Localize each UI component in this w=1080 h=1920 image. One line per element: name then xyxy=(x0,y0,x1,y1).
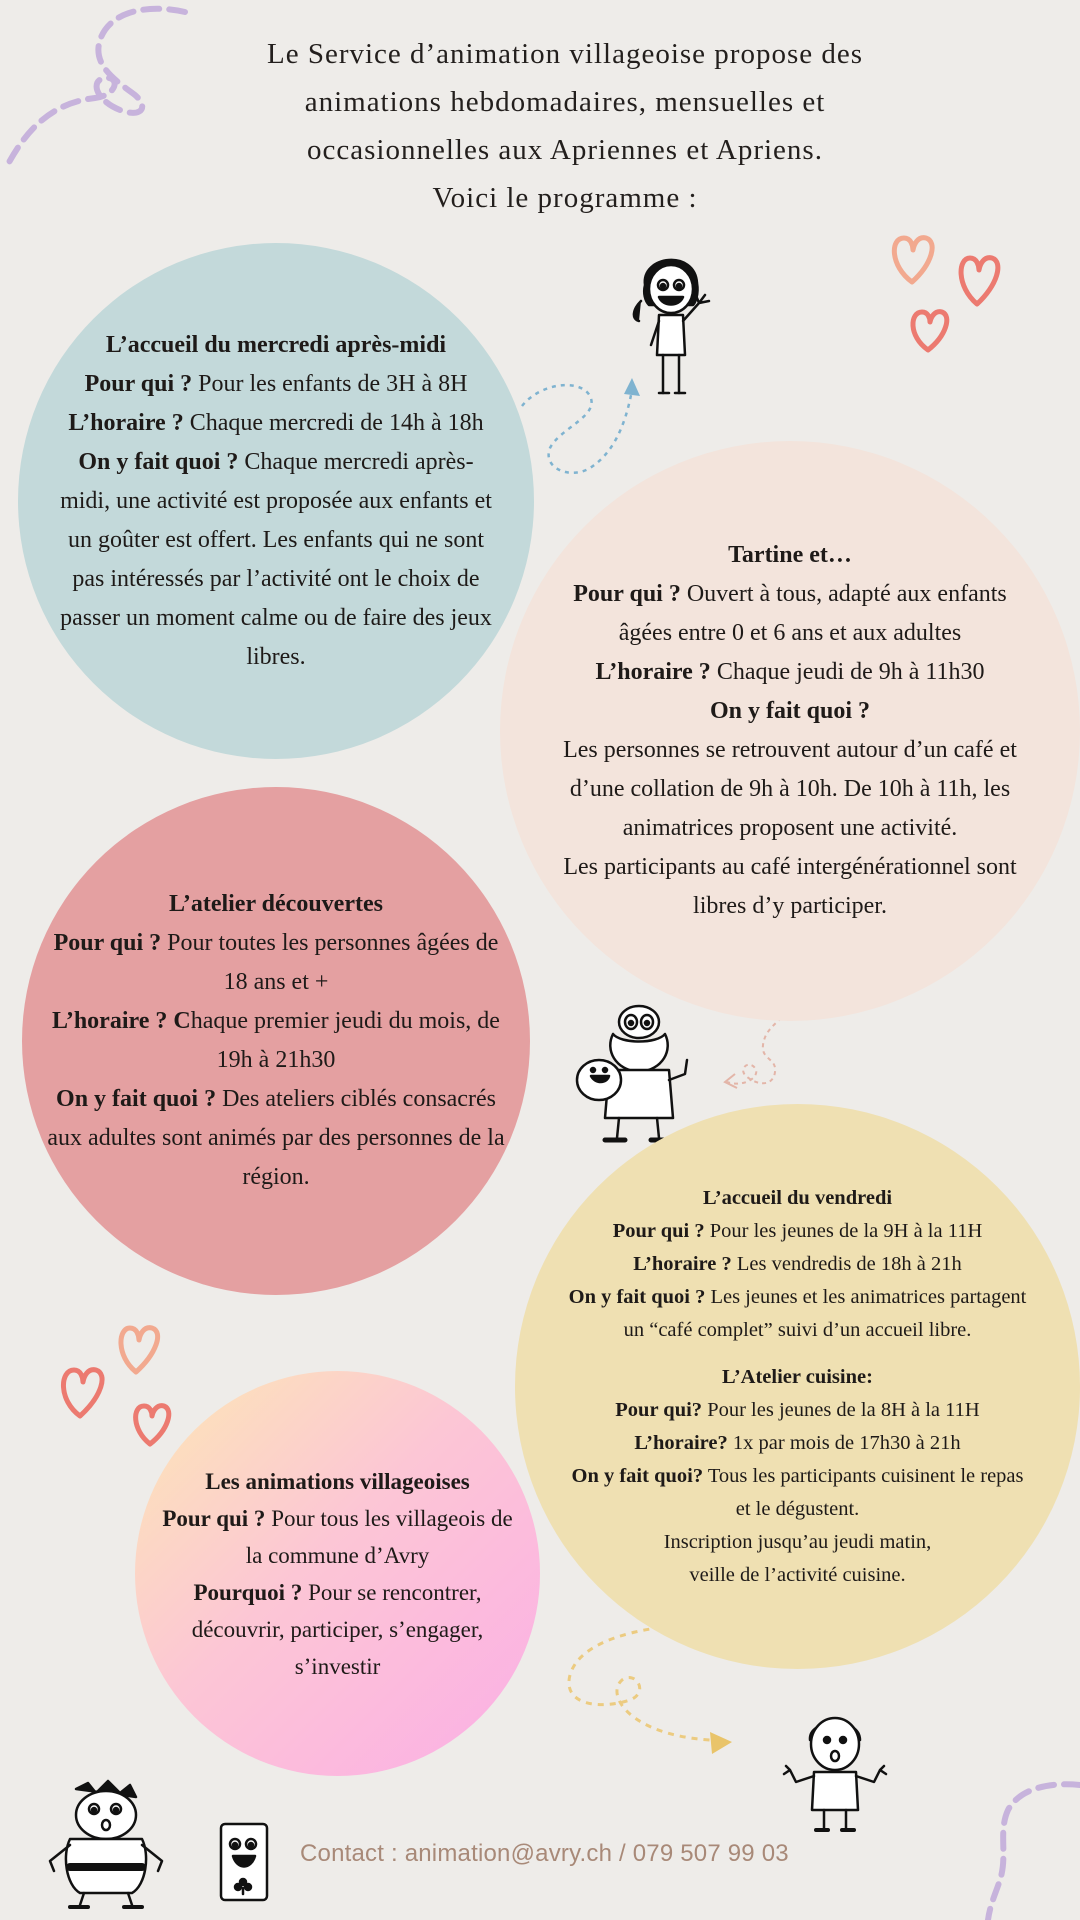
cuisine-note-2: veille de l’activité cuisine. xyxy=(689,1563,906,1586)
mercredi-what-label: On y fait quoi ? xyxy=(78,448,239,475)
heart-icon xyxy=(961,258,998,304)
heart-icon xyxy=(63,1370,102,1416)
cuisine-who-label: Pour qui? xyxy=(615,1398,703,1421)
mercredi-what-text: Chaque mercredi après-midi, une activité est proposée aux enfants et un goûter est offert. Les enfants qui ne sont pas intéressés par l’activité ont le choix de passer un moment calme ou de faire des jeux libres. xyxy=(60,448,492,670)
heart-icon xyxy=(894,238,932,282)
mercredi-circle xyxy=(18,243,534,759)
cuisine-what-label: On y fait quoi? xyxy=(571,1464,704,1487)
tartine-who-text: Ouvert à tous, adapté aux enfants âgées entre 0 et 6 ans et aux adultes xyxy=(618,581,1007,646)
cuisine-title: L’Atelier cuisine: xyxy=(722,1365,873,1388)
mercredi-who-text: Pour les enfants de 3H à 8H xyxy=(192,370,468,397)
contact-line[interactable]: Contact : animation@avry.ch / 079 507 99 03 xyxy=(300,1840,789,1867)
vendredi-circle xyxy=(515,1104,1080,1669)
vendredi-time-text: Les vendredis de 18h à 21h xyxy=(731,1252,962,1275)
cuisine-who-text: Pour les jeunes de la 8H à la 11H xyxy=(702,1398,980,1421)
cuisine-time-label: L’horaire? xyxy=(634,1431,728,1454)
atelier-who-text: Pour toutes les personnes âgées de 18 ans et + xyxy=(161,930,499,995)
atelier-title: L’atelier découvertes xyxy=(169,891,383,917)
mercredi-title: L’accueil du mercredi après-midi xyxy=(105,331,447,358)
atelier-what-label: On y fait quoi ? xyxy=(56,1086,217,1112)
judo-boy-icon xyxy=(40,1775,175,1910)
atelier-time-label: L’horaire ? C xyxy=(52,1008,191,1034)
dashed-arrow-icon xyxy=(715,1010,795,1100)
atelier-who-label: Pour qui ? xyxy=(53,930,162,956)
tartine-time-label: L’horaire ? xyxy=(595,659,711,685)
vendredi-what-text: Les jeunes et les animatrices partagent un “café complet” suivi d’un accueil libre. xyxy=(623,1285,1027,1341)
tartine-title: Tartine et… xyxy=(728,542,852,568)
mercredi-who-label: Pour qui ? xyxy=(84,370,193,397)
mercredi-time-text: Chaque mercredi de 14h à 18h xyxy=(183,409,484,436)
vendredi-what-label: On y fait quoi ? xyxy=(568,1285,706,1308)
atelier-what-text: Des ateliers ciblés consacrés aux adultes sont animés par des personnes de la région. xyxy=(47,1086,505,1190)
girl-waving-icon xyxy=(625,245,720,400)
intro-text xyxy=(120,30,1010,222)
villageoises-circle xyxy=(135,1371,540,1776)
vendredi-time-label: L’horaire ? xyxy=(633,1252,732,1275)
heart-icon xyxy=(913,312,947,350)
atelier-time-text: haque premier jeudi du mois, de 19h à 21h30 xyxy=(190,1008,500,1073)
villageoises-why-label: Pourquoi ? xyxy=(193,1579,303,1605)
atelier-circle xyxy=(22,787,530,1295)
tartine-what-text-2: Les participants au café intergénérationnel sont libres d’y participer. xyxy=(563,854,1017,919)
intro-line-2: animations hebdomadaires, mensuelles et xyxy=(304,86,826,118)
grandpa-with-baby-icon xyxy=(565,1000,700,1145)
hearts-top-right xyxy=(880,228,1010,358)
heart-icon xyxy=(121,1328,158,1372)
villageoises-title: Les animations villageoises xyxy=(205,1468,470,1494)
cuisine-what-text: Tous les participants cuisinent le repas et le dégustent. xyxy=(703,1464,1024,1520)
playing-card-icon xyxy=(215,1818,273,1908)
tartine-what-text-1: Les personnes se retrouvent autour d’un café et d’une collation de 9h à 10h. De 10h à 11h, les animatrices proposent une activité. xyxy=(563,737,1017,841)
intro-line-1: Le Service d’animation villageoise propose des xyxy=(266,38,864,70)
intro-line-4: Voici le programme : xyxy=(432,182,698,214)
tartine-who-label: Pour qui ? xyxy=(573,581,681,607)
vendredi-title: L’accueil du vendredi xyxy=(702,1186,893,1209)
heart-icon xyxy=(136,1406,169,1444)
vendredi-who-label: Pour qui ? xyxy=(612,1219,705,1242)
villageoises-who-text: Pour tous les villageois de la commune d’Avry xyxy=(245,1505,513,1568)
villageoises-why-text: Pour se rencontrer, découvrir, participer, s’engager, s’investir xyxy=(191,1579,484,1679)
tartine-circle xyxy=(500,441,1080,1021)
intro-line-3: occasionnelles aux Apriennes et Apriens. xyxy=(307,134,823,166)
hearts-left xyxy=(52,1320,182,1450)
villageoises-who-label: Pour qui ? xyxy=(162,1505,266,1531)
tartine-what-label: On y fait quoi ? xyxy=(709,698,871,724)
cuisine-note-1: Inscription jusqu’au jeudi matin, xyxy=(663,1530,932,1553)
vendredi-who-text: Pour les jeunes de la 9H à la 11H xyxy=(704,1219,983,1242)
tartine-time-text: Chaque jeudi de 9h à 11h30 xyxy=(710,659,985,685)
boy-shrugging-icon xyxy=(780,1710,890,1835)
cuisine-time-text: 1x par mois de 17h30 à 21h xyxy=(727,1431,961,1454)
mercredi-time-label: L’horaire ? xyxy=(68,409,184,436)
squiggle-bottom-right xyxy=(960,1770,1080,1920)
